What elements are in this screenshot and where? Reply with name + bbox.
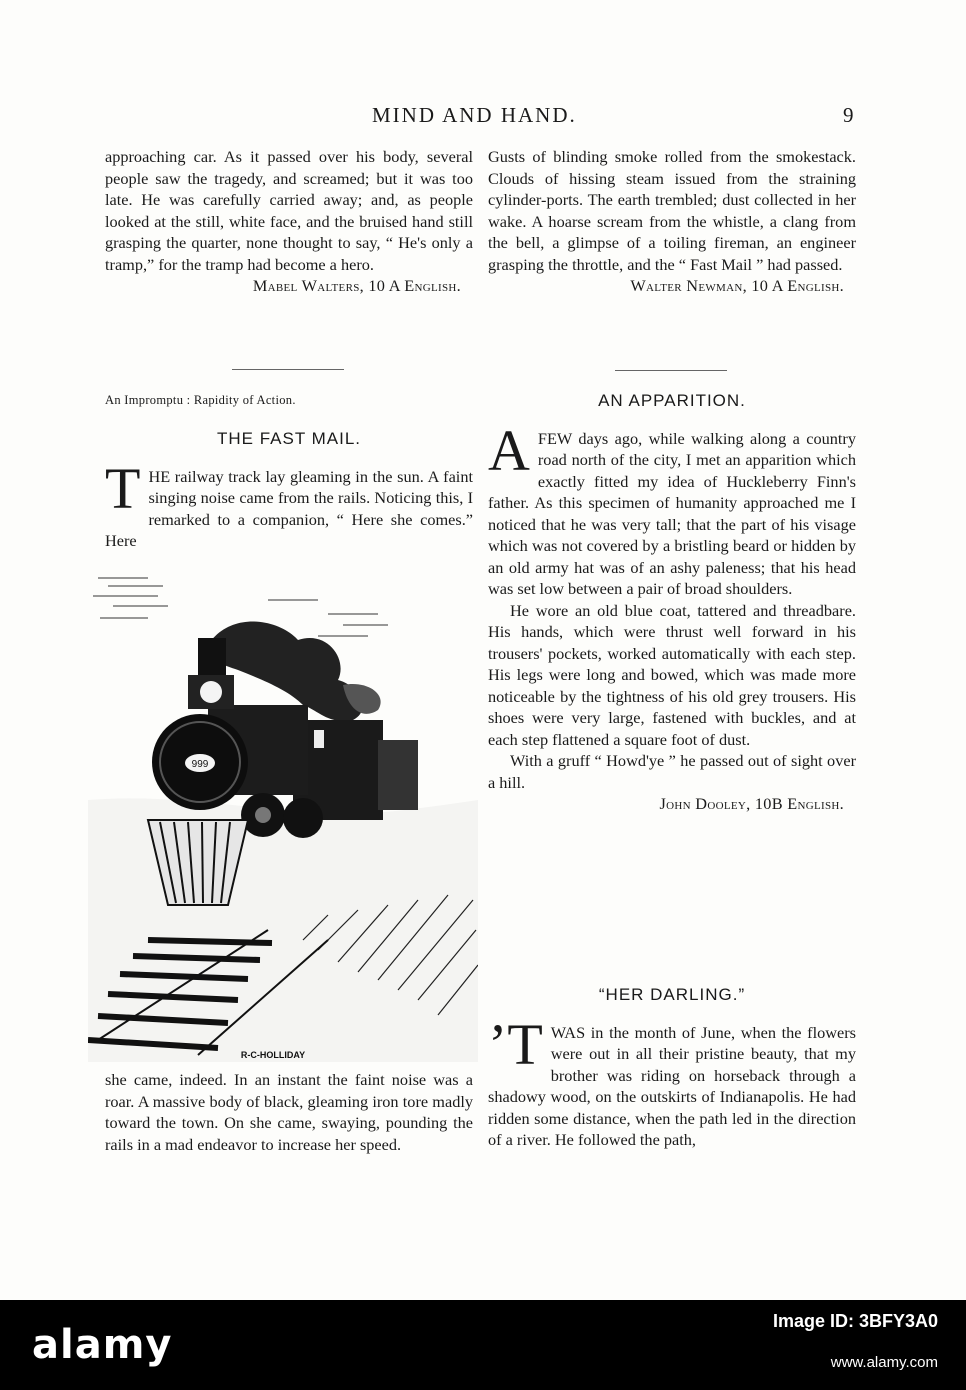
her-darling-paragraph-1: ’T WAS in the month of June, when the flowers were out in all their pristine beauty, that my brother was riding on horseback through a shadowy wood, on the outskirts of Indianapolis. He had ridden some distance, when the path led in the direction of a river. He followed the path, xyxy=(488,1011,856,1149)
apparition-paragraph-1: AFEW days ago, while walking along a country road north of the city, I met an apparition which exactly fitted my idea of Huckleberry Finn's father. As this specimen of humanity approached me I noticed that he was very tall; that the part of his visage which was not covered by a bristling beard or hidden by an old army hat was of an ashy paleness; that his head was set low between a pair of broad shoulders. xyxy=(488,417,856,598)
locomotive-illustration xyxy=(88,570,478,1062)
her-darling-article xyxy=(488,984,856,1151)
left-column-top xyxy=(105,146,473,297)
alamy-logo: alamy xyxy=(32,1322,173,1368)
stock-footer-bar xyxy=(0,1300,966,1390)
image-id-label: Image ID: 3BFY3A0 xyxy=(772,1311,938,1331)
signature-walter-newman: Walter Newman, 10 A English. xyxy=(630,276,844,295)
fast-mail-article xyxy=(105,428,473,552)
fast-mail-paragraph-1: THE railway track lay gleaming in the sun. A faint singing noise came from the rails. Noticing this, I remarked to a companion, “ Here she comes.” Here xyxy=(105,455,473,550)
fast-mail-continuation xyxy=(105,1069,473,1155)
apparition-article xyxy=(488,390,856,815)
fast-mail-heading: THE FAST MAIL. xyxy=(216,429,362,448)
dropcap-a: A xyxy=(488,417,530,483)
dropcap-t: T xyxy=(105,455,141,521)
section-divider xyxy=(615,370,727,371)
signature-mabel-walters: Mabel Walters, 10 A English. xyxy=(252,276,461,295)
page-number: 9 xyxy=(843,103,854,127)
dropcap-t: ’T xyxy=(488,1011,543,1077)
running-title: MIND AND HAND. xyxy=(372,103,577,127)
fast-mail-paragraph-2: she came, indeed. In an instant the faint noise was a roar. A massive body of black, gleaming iron tore madly toward the town. On she came, swaying, pounding the rails in a mad endeavor to increase her speed. xyxy=(105,1070,473,1154)
passenger-car xyxy=(378,740,418,810)
apparition-paragraph-3: With a gruff “ Howd'ye ” he passed out of sight over a hill. xyxy=(488,751,856,792)
section-divider xyxy=(232,369,344,370)
apparition-paragraph-2: He wore an old blue coat, tattered and threadbare. His hands, which were thrust well forward in his trousers' pockets, worked automatically with each step. His legs were long and bowed, which was made more noticeable by the tightness of his old grey trousers. His shoes were very large, fastened with buckles, and at each step flattened a square foot of dust. xyxy=(488,600,856,749)
illustrator-signature: R-C-HOLLIDAY xyxy=(240,1050,306,1060)
site-url[interactable]: www.alamy.com xyxy=(830,1354,938,1371)
apparition-heading: AN APPARITION. xyxy=(598,391,746,410)
right-continued-paragraph: Gusts of blinding smoke rolled from the smokestack. Clouds of hissing steam issued from the straining cylinder-ports. The earth trembled; dust collected in her wake. A hoarse scream from the whistle, a clang from the bell, a glimpse of a toiling fireman, an engineer grasping the throttle, and the “ Fast Mail ” had passed. xyxy=(488,147,856,274)
left-continued-paragraph: approaching car. As it passed over his body, several people saw the tragedy, and screamed; but it was too late. He was carefully carried away; and, as people looked at the still, white face, and the bruised hand still grasping the quarter, none thought to say, “ He's only a tramp,” for the tramp had become a hero. xyxy=(105,147,473,274)
article-subtitle: An Impromptu : Rapidity of Action. xyxy=(105,393,296,407)
headlamp xyxy=(200,681,222,703)
right-column-top xyxy=(488,146,856,297)
engine-number: 999 xyxy=(191,759,209,770)
signature-john-dooley: John Dooley, 10B English. xyxy=(659,794,844,813)
her-darling-heading: “HER DARLING.” xyxy=(598,985,746,1004)
